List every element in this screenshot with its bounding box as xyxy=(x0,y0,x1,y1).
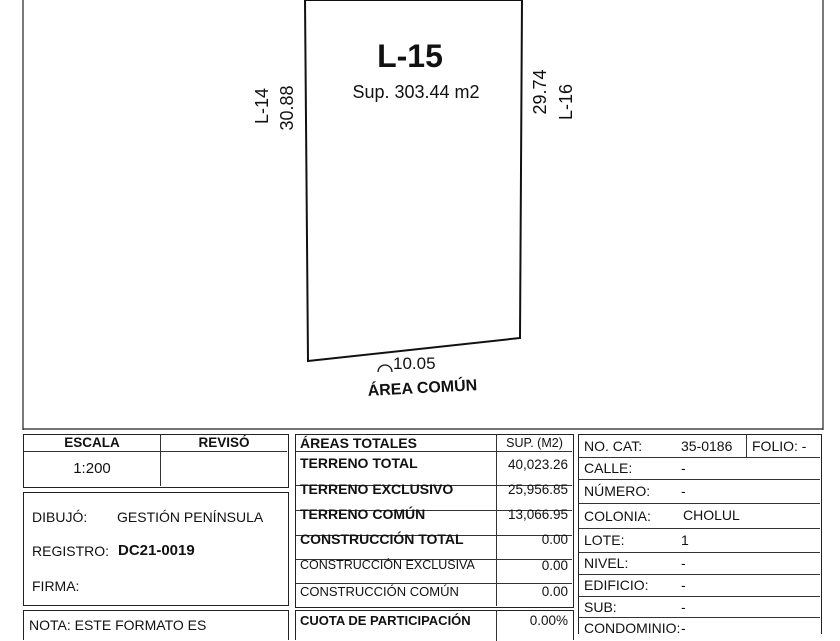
area-row-label: TERRENO TOTAL xyxy=(300,455,418,471)
signature-label: FIRMA: xyxy=(32,578,80,594)
area-row-label: TERRENO COMÚN xyxy=(300,506,426,522)
folio-label: FOLIO: - xyxy=(752,438,807,454)
scale-value: 1:200 xyxy=(73,460,111,477)
cadastral-row-value: - xyxy=(681,599,686,615)
area-row-value: 25,956.85 xyxy=(507,482,568,497)
cadastral-number-value: 35-0186 xyxy=(681,438,733,454)
cadastral-row-label: CONDOMINIO: xyxy=(584,620,681,636)
cadastral-row-label: SUB: xyxy=(584,599,617,615)
reviewed-value xyxy=(161,452,287,486)
bottom-length-label: 10.05 xyxy=(393,354,436,373)
right-length-label: 29.74 xyxy=(530,69,550,115)
left-neighbor-label: L-14 xyxy=(252,87,272,125)
drawn-by-label: DIBUJÓ: xyxy=(32,509,88,525)
cadastral-row-value: - xyxy=(681,577,686,593)
cadastral-row-value: - xyxy=(681,483,686,499)
quota-box xyxy=(295,610,574,640)
area-row-value: 13,066.95 xyxy=(507,507,568,522)
quota-label: CUOTA DE PARTICIPACIÓN xyxy=(300,613,471,628)
cadastral-row-label: EDIFICIO: xyxy=(584,577,649,593)
right-neighbor-label: L-16 xyxy=(556,83,576,121)
cadastral-row-label: NÚMERO: xyxy=(584,483,651,499)
area-row-label: TERRENO EXCLUSIVO xyxy=(300,481,454,497)
areas-table xyxy=(295,434,574,608)
areas-header-label: ÁREAS TOTALES xyxy=(300,435,417,451)
lot-title: L-15 xyxy=(377,38,443,74)
areas-header-unit: SUP. (M2) xyxy=(506,436,563,450)
registry-value: DC21-0019 xyxy=(118,542,195,559)
area-row-value: 0.00 xyxy=(541,558,568,573)
left-length-label: 30.88 xyxy=(277,85,297,131)
cadastral-row-value: 1 xyxy=(681,532,689,548)
quota-value: 0.00% xyxy=(529,613,568,628)
cadastral-row-label: COLONIA: xyxy=(584,508,651,524)
area-row-value: 40,023.26 xyxy=(507,457,568,472)
cadastral-row-value: - xyxy=(681,620,686,636)
area-row-label: CONSTRUCCIÓN TOTAL xyxy=(300,531,464,547)
cadastral-row-label: CALLE: xyxy=(584,460,633,476)
scale-label: ESCALA xyxy=(64,435,120,450)
bottom-area-label: ÁREA COMÚN xyxy=(367,377,478,400)
cadastral-table xyxy=(578,434,822,634)
note-box xyxy=(23,610,289,640)
cadastral-row-label: LOTE: xyxy=(584,532,625,548)
area-row-value: 0.00 xyxy=(541,584,568,599)
arc-symbol xyxy=(378,365,392,372)
cadastral-number-label: NO. CAT: xyxy=(584,438,643,454)
cadastral-row-value: - xyxy=(681,555,686,571)
note-text: NOTA: ESTE FORMATO ES xyxy=(29,617,207,633)
cadastral-row-value: - xyxy=(681,460,686,476)
scale-box xyxy=(23,434,289,488)
area-row-label: CONSTRUCCIÓN COMÚN xyxy=(300,584,459,599)
lot-area: Sup. 303.44 m2 xyxy=(352,82,480,102)
cadastral-row-label: NIVEL: xyxy=(584,555,629,571)
cadastral-row-value: CHOLUL xyxy=(683,507,740,523)
area-row-label: CONSTRUCCIÓN EXCLUSIVA xyxy=(300,558,475,572)
registry-label: REGISTRO: xyxy=(32,543,110,559)
drawing-info-box xyxy=(23,492,289,606)
area-row-value: 0.00 xyxy=(541,532,568,547)
reviewed-label: REVISÓ xyxy=(198,435,250,450)
drawn-by-value: GESTIÓN PENÍNSULA xyxy=(117,509,264,525)
